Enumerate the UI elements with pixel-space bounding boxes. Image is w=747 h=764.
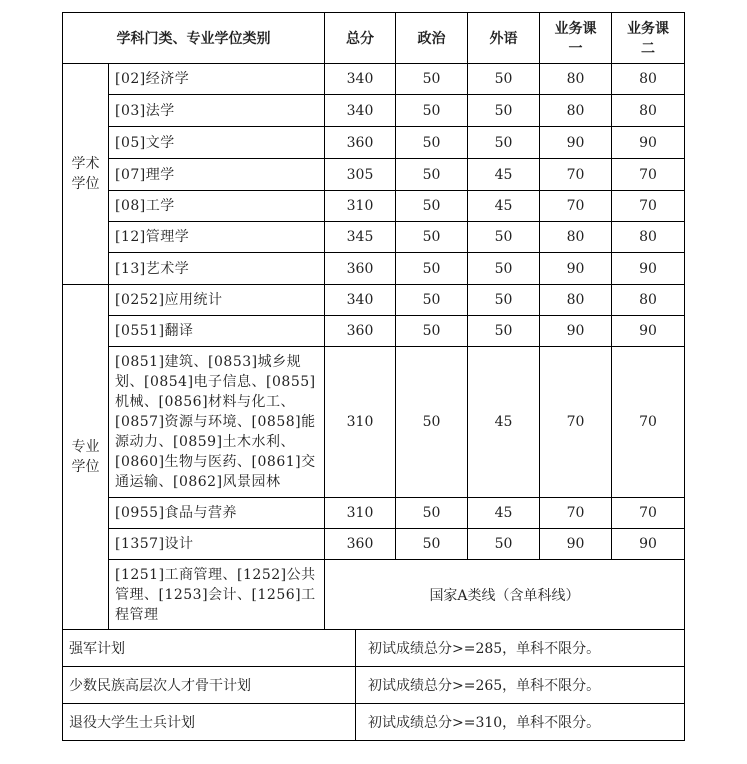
total-cell: 310 (325, 347, 396, 498)
subject-cell: [08]工学 (109, 191, 325, 222)
course1-cell: 80 (540, 95, 612, 127)
total-cell: 345 (325, 222, 396, 253)
table-row (63, 127, 685, 159)
course2-cell: 90 (612, 529, 685, 560)
plan-name: 退役大学生士兵计划 (63, 704, 356, 741)
subject-cell: [0551]翻译 (109, 316, 325, 347)
course2-cell: 80 (612, 285, 685, 316)
course2-cell: 70 (612, 191, 685, 222)
foreign-cell: 50 (468, 529, 540, 560)
table-row (63, 285, 685, 316)
header-course2: 业务课 二 (612, 13, 685, 64)
table-row (63, 347, 685, 498)
table-row (63, 529, 685, 560)
politics-cell: 50 (396, 191, 468, 222)
course1-cell: 80 (540, 222, 612, 253)
politics-cell: 50 (396, 222, 468, 253)
course1-cell: 90 (540, 253, 612, 285)
foreign-cell: 50 (468, 127, 540, 159)
header-category: 学科门类、专业学位类别 (63, 13, 325, 64)
course1-cell: 80 (540, 285, 612, 316)
course1-cell: 70 (540, 498, 612, 529)
foreign-cell: 50 (468, 222, 540, 253)
plan-row (63, 630, 685, 667)
subject-cell: [05]文学 (109, 127, 325, 159)
politics-cell: 50 (396, 159, 468, 191)
total-cell: 305 (325, 159, 396, 191)
subject-cell: [0252]应用统计 (109, 285, 325, 316)
plan-requirement: 初试成绩总分>=285，单科不限分。 (356, 630, 685, 667)
course2-cell: 70 (612, 498, 685, 529)
course1-cell: 90 (540, 529, 612, 560)
header-course1: 业务课 一 (540, 13, 612, 64)
foreign-cell: 45 (468, 191, 540, 222)
politics-cell: 50 (396, 498, 468, 529)
subject-cell: [07]理学 (109, 159, 325, 191)
total-cell: 360 (325, 127, 396, 159)
course1-cell: 70 (540, 347, 612, 498)
academic-group-label: 学术 学位 (63, 64, 109, 285)
professional-group-label: 专业 学位 (63, 285, 109, 630)
total-cell: 360 (325, 529, 396, 560)
plan-requirement: 初试成绩总分>=265，单科不限分。 (356, 667, 685, 704)
subject-cell: [12]管理学 (109, 222, 325, 253)
plan-name: 强军计划 (63, 630, 356, 667)
politics-cell: 50 (396, 127, 468, 159)
plan-name: 少数民族高层次人才骨干计划 (63, 667, 356, 704)
plan-requirement: 初试成绩总分>=310，单科不限分。 (356, 704, 685, 741)
plan-row (63, 667, 685, 704)
foreign-cell: 45 (468, 159, 540, 191)
header-politics: 政治 (396, 13, 468, 64)
score-table (62, 12, 685, 741)
politics-cell: 50 (396, 529, 468, 560)
foreign-cell: 45 (468, 347, 540, 498)
subject-cell: [13]艺术学 (109, 253, 325, 285)
foreign-cell: 50 (468, 253, 540, 285)
course1-cell: 80 (540, 64, 612, 95)
plan-row (63, 704, 685, 741)
course1-cell: 90 (540, 316, 612, 347)
foreign-cell: 50 (468, 95, 540, 127)
politics-cell: 50 (396, 253, 468, 285)
course1-cell: 70 (540, 159, 612, 191)
course1-cell: 70 (540, 191, 612, 222)
table-row (63, 95, 685, 127)
subject-cell: [02]经济学 (109, 64, 325, 95)
table-row (63, 159, 685, 191)
table-row (63, 253, 685, 285)
politics-cell: 50 (396, 285, 468, 316)
course2-cell: 90 (612, 316, 685, 347)
table-row (63, 64, 685, 95)
table-row (63, 191, 685, 222)
course2-cell: 80 (612, 222, 685, 253)
total-cell: 340 (325, 95, 396, 127)
table-row (63, 316, 685, 347)
table-row (63, 222, 685, 253)
foreign-cell: 45 (468, 498, 540, 529)
table-row (63, 498, 685, 529)
total-cell: 310 (325, 498, 396, 529)
politics-cell: 50 (396, 316, 468, 347)
foreign-cell: 50 (468, 285, 540, 316)
subject-cell: [03]法学 (109, 95, 325, 127)
course2-cell: 80 (612, 64, 685, 95)
politics-cell: 50 (396, 347, 468, 498)
total-cell: 360 (325, 253, 396, 285)
course2-cell: 70 (612, 347, 685, 498)
header-row (63, 13, 685, 64)
course2-cell: 90 (612, 253, 685, 285)
course2-cell: 80 (612, 95, 685, 127)
table-row (63, 560, 685, 630)
total-cell: 340 (325, 64, 396, 95)
subject-cell: [0851]建筑、[0853]城乡规划、[0854]电子信息、[0855]机械、[0856]材料与化工、[0857]资源与环境、[0858]能源动力、[0859]土木水利、[0860]生物与医药、[0861]交通运输、[0862]风景园林 (109, 347, 325, 498)
total-cell: 360 (325, 316, 396, 347)
subject-cell: [1357]设计 (109, 529, 325, 560)
national-line-note: 国家A类线（含单科线） (325, 560, 685, 630)
total-cell: 340 (325, 285, 396, 316)
foreign-cell: 50 (468, 316, 540, 347)
course2-cell: 70 (612, 159, 685, 191)
foreign-cell: 50 (468, 64, 540, 95)
header-foreign: 外语 (468, 13, 540, 64)
politics-cell: 50 (396, 95, 468, 127)
course1-cell: 90 (540, 127, 612, 159)
subject-cell: [0955]食品与营养 (109, 498, 325, 529)
course2-cell: 90 (612, 127, 685, 159)
politics-cell: 50 (396, 64, 468, 95)
header-total: 总分 (325, 13, 396, 64)
subject-cell: [1251]工商管理、[1252]公共管理、[1253]会计、[1256]工程管理 (109, 560, 325, 630)
total-cell: 310 (325, 191, 396, 222)
